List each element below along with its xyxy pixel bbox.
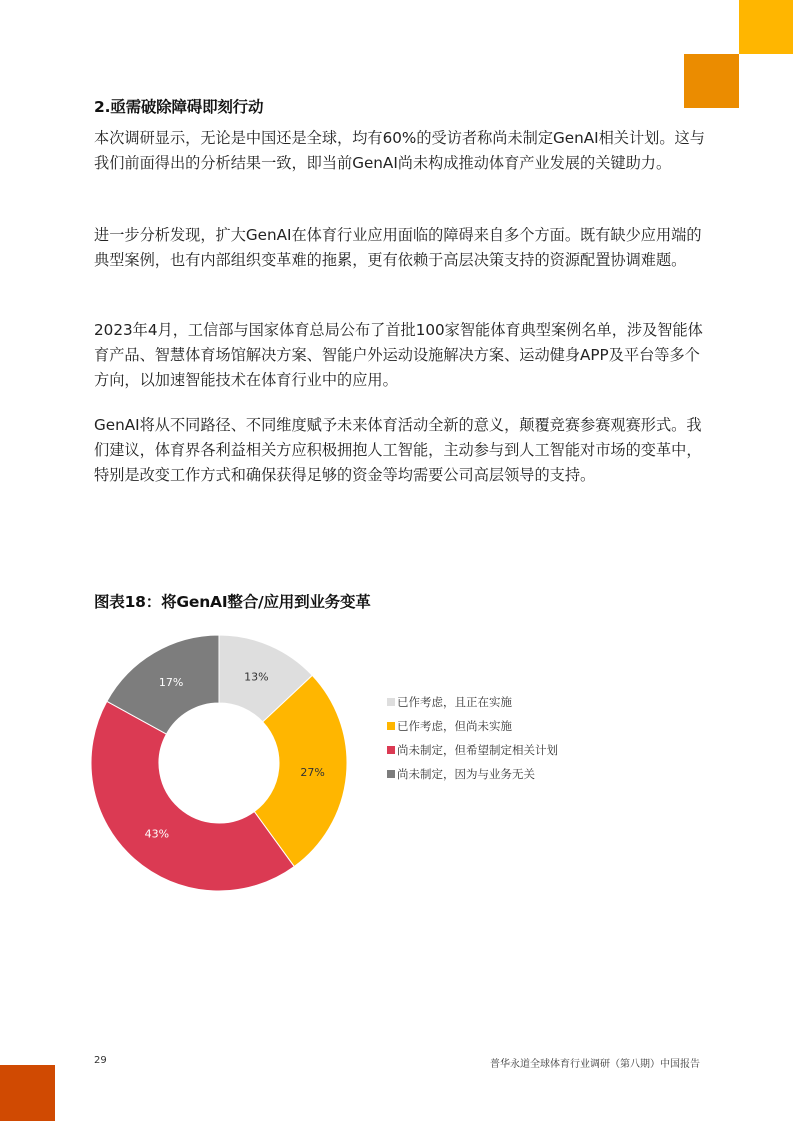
legend-swatch xyxy=(387,698,395,706)
slice-value-label-2: 27% xyxy=(300,765,325,779)
paragraph-2: 进一步分析发现，扩大GenAI在体育行业应用面临的障碍来自多个方面。既有缺少应用端的典型案例，也有内部组织变革难的拖累，更有依赖于高层决策支持的资源配置协调难题。 xyxy=(94,226,702,269)
legend-item-1 xyxy=(387,690,558,714)
legend-label: 尚未制定，但希望制定相关计划 xyxy=(397,743,558,757)
slice-value-label-4: 17% xyxy=(158,676,184,690)
slice-value-label-1: 13% xyxy=(244,670,269,684)
legend-item-2 xyxy=(387,714,558,738)
page-number: 29 xyxy=(94,1055,107,1066)
legend-item-4 xyxy=(387,762,558,786)
slice-value-label-3: 43% xyxy=(144,827,170,841)
decorative-square-dark-orange xyxy=(0,1065,55,1121)
paragraph-1: 本次调研显示，无论是中国还是全球，均有60%的受访者称尚未制定GenAI相关计划。这与我们前面得出的分析结果一致，即当前GenAI尚未构成推动体育产业发展的关键助力。 xyxy=(94,129,705,172)
section-heading: 2.亟需破除障碍即刻行动 xyxy=(94,98,264,116)
donut-chart xyxy=(84,628,354,898)
legend-label: 尚未制定，因为与业务无关 xyxy=(397,767,535,781)
decorative-square-orange xyxy=(684,54,739,108)
decorative-square-yellow xyxy=(739,0,793,54)
paragraph-4: GenAI将从不同路径、不同维度赋予未来体育活动全新的意义，颠覆竞赛参赛观赛形式。我们建议，体育界各利益相关方应积极拥抱人工智能，主动参与到人工智能对市场的变革中，特别是改变工作方式和确保获得足够的资金等均需要公司高层领导的支持。 xyxy=(94,416,702,484)
legend-item-3 xyxy=(387,738,558,762)
legend-label: 已作考虑，但尚未实施 xyxy=(397,719,512,733)
report-title: 普华永道全球体育行业调研（第八期）中国报告 xyxy=(490,1059,700,1070)
legend-swatch xyxy=(387,722,395,730)
donut-slice-3 xyxy=(91,701,294,891)
chart-legend xyxy=(387,690,558,786)
paragraph-3: 2023年4月，工信部与国家体育总局公布了首批100家智能体育典型案例名单，涉及智能体育产品、智慧体育场馆解决方案、智能户外运动设施解决方案、运动健身APP及平台等多个方向，以加速智能技术在体育行业中的应用。 xyxy=(94,321,703,389)
legend-label: 已作考虑，且正在实施 xyxy=(397,695,512,709)
chart-title: 图表18：将GenAI整合/应用到业务变革 xyxy=(94,593,371,611)
legend-swatch xyxy=(387,746,395,754)
legend-swatch xyxy=(387,770,395,778)
